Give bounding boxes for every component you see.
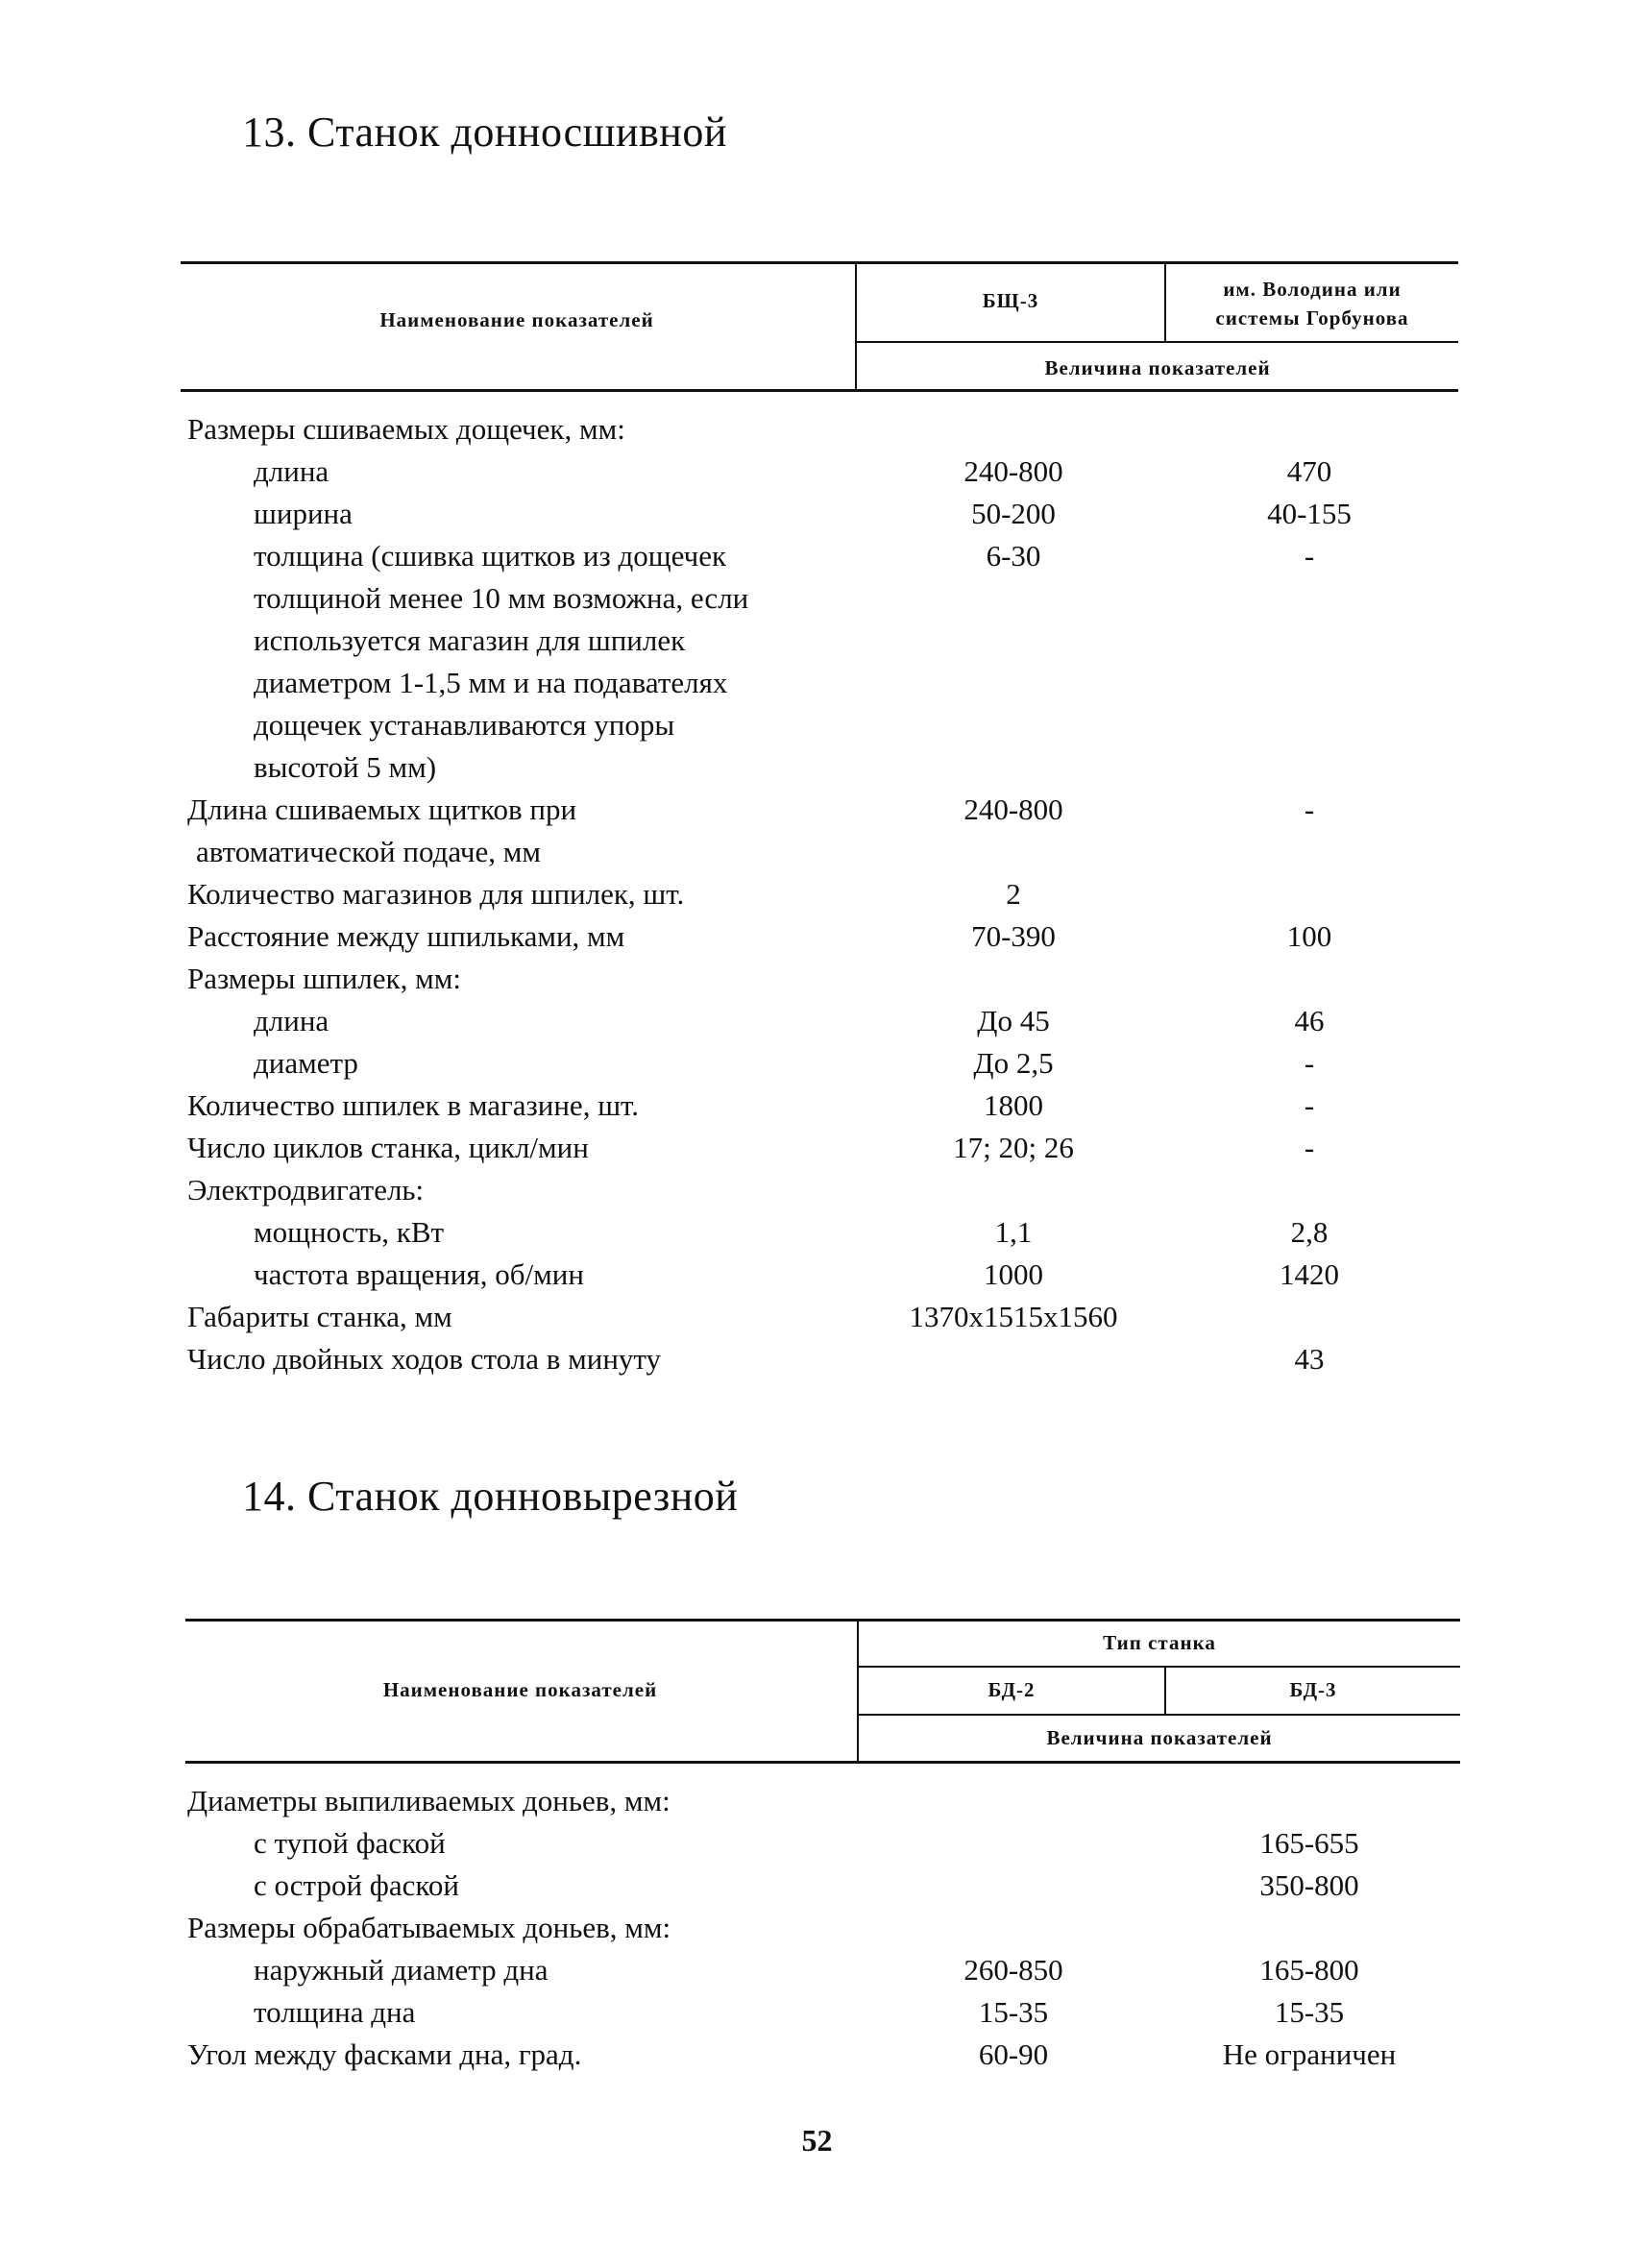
row-label: диаметр [254,1046,358,1080]
value-bshch3: 1800 [984,1088,1043,1122]
column-header-bshch3: БЩ-3 [982,289,1039,312]
value-bd3: 165-800 [1259,1953,1359,1987]
table-row [0,746,1634,789]
table-row [0,831,1634,873]
row-label: частота вращения, об/мин [254,1257,584,1291]
column-header-values: Величина показателей [1046,1726,1273,1749]
row-label: мощность, кВт [254,1215,445,1249]
value-bshch3: 2 [1006,877,1021,911]
divider [181,261,1458,264]
row-label: высотой 5 мм) [254,750,437,784]
table-row [0,1991,1634,2034]
value-volodina: - [1304,1088,1315,1122]
column-header-bd3: БД-3 [1289,1678,1337,1701]
row-label: с тупой фаской [254,1826,446,1860]
value-bd3: Не ограничен [1222,2037,1397,2071]
table-row [0,915,1634,958]
value-bd2: 260-850 [963,1953,1063,1987]
column-header-volodina-line2: системы Горбунова [1215,306,1409,329]
value-bshch3: 17; 20; 26 [953,1131,1074,1164]
value-bd3: 15-35 [1274,1995,1345,2029]
row-label: Размеры обрабатываемых доньев, мм: [187,1911,671,1944]
table-row [0,1254,1634,1296]
column-header-values: Величина показателей [1044,356,1271,379]
value-volodina: 43 [1294,1342,1325,1376]
divider [185,1619,1460,1622]
table-row [0,1042,1634,1085]
value-volodina: 46 [1294,1004,1325,1037]
row-label: наружный диаметр дна [254,1953,549,1987]
page-number: 52 [801,2123,833,2158]
row-label: Число двойных ходов стола в минуту [187,1342,662,1376]
column-header-type: Тип станка [1103,1631,1216,1654]
row-label: толщиной менее 10 мм возможна, если [254,581,749,615]
table-row [0,662,1634,704]
table-row [0,1780,1634,1822]
value-bd3: 350-800 [1259,1868,1359,1902]
value-volodina: 40-155 [1267,497,1352,530]
value-volodina: 2,8 [1290,1215,1329,1249]
row-label: Габариты станка, мм [187,1300,452,1333]
table-row [0,1338,1634,1380]
table-row [0,1169,1634,1211]
value-bshch3: 1,1 [994,1215,1033,1249]
table-row [0,2034,1634,2076]
value-volodina: - [1304,539,1315,573]
table-row [0,1211,1634,1254]
row-label: Размеры сшиваемых дощечек, мм: [187,412,625,446]
divider [857,1714,1460,1716]
column-header-volodina-line1: им. Володина или [1223,278,1402,301]
row-label: Размеры шпилек, мм: [187,962,461,995]
value-bshch3: 240-800 [963,454,1063,488]
section-14-title: 14. Станок донновырезной [242,1473,739,1520]
row-label: ширина [254,497,353,530]
row-label: диаметром 1-1,5 мм и на подавателях [254,666,728,699]
row-label: Количество шпилек в магазине, шт. [187,1088,640,1122]
value-bd3: 165-655 [1259,1826,1359,1860]
value-volodina: - [1304,1131,1315,1164]
divider [185,1761,1460,1764]
row-label: длина [254,1004,329,1037]
divider [181,389,1458,392]
row-label: Расстояние между шпильками, мм [187,919,625,953]
row-label: длина [254,454,329,488]
table-row [0,873,1634,915]
value-bshch3: 240-800 [963,793,1063,826]
column-header-name: Наименование показателей [379,308,654,331]
value-bshch3: 50-200 [971,497,1056,530]
table-row [0,1085,1634,1127]
value-volodina: 470 [1286,454,1332,488]
value-bshch3: 70-390 [971,919,1056,953]
table-row [0,1296,1634,1338]
table-row [0,704,1634,746]
table-row [0,1822,1634,1865]
table-row [0,535,1634,577]
table-row [0,1865,1634,1907]
table-row [0,1949,1634,1991]
table-row [0,1127,1634,1169]
row-label: толщина (сшивка щитков из дощечек [254,539,727,573]
row-label: Длина сшиваемых щитков при [187,793,577,826]
value-volodina: 1420 [1280,1257,1339,1291]
row-label: Электродвигатель: [187,1173,425,1207]
value-bd2: 15-35 [978,1995,1049,2029]
table-row [0,958,1634,1000]
table-row [0,789,1634,831]
row-label: с острой фаской [254,1868,459,1902]
table-row [0,577,1634,620]
value-volodina: - [1304,1046,1315,1080]
row-label: используется магазин для шпилек [254,623,686,657]
table-row [0,493,1634,535]
value-bshch3: До 2,5 [973,1046,1054,1080]
value-bd2: 60-90 [978,2037,1049,2071]
column-header-name: Наименование показателей [382,1678,658,1701]
row-label: Число циклов станка, цикл/мин [187,1131,589,1164]
row-label: толщина дна [254,1995,416,2029]
table-row [0,451,1634,493]
value-bshch3: 1000 [984,1257,1043,1291]
table-row [0,1907,1634,1949]
value-bshch3: 6-30 [986,539,1041,573]
value-volodina: - [1304,793,1315,826]
row-label: дощечек устанавливаются упоры [254,708,675,742]
row-label: Угол между фасками дна, град. [187,2037,582,2071]
value-volodina: 100 [1286,919,1332,953]
divider [855,341,1458,343]
section-13-title: 13. Станок донносшивной [242,109,727,156]
column-header-bd2: БД-2 [988,1678,1036,1701]
row-label: автоматической подаче, мм [196,835,541,868]
value-bshch3: 1370x1515x1560 [909,1300,1118,1333]
divider [857,1666,1460,1668]
table-row [0,620,1634,662]
value-bshch3: До 45 [977,1004,1050,1037]
table-row [0,1000,1634,1042]
row-label: Диаметры выпиливаемых доньев, мм: [187,1784,671,1817]
table-row [0,408,1634,451]
row-label: Количество магазинов для шпилек, шт. [187,877,685,911]
